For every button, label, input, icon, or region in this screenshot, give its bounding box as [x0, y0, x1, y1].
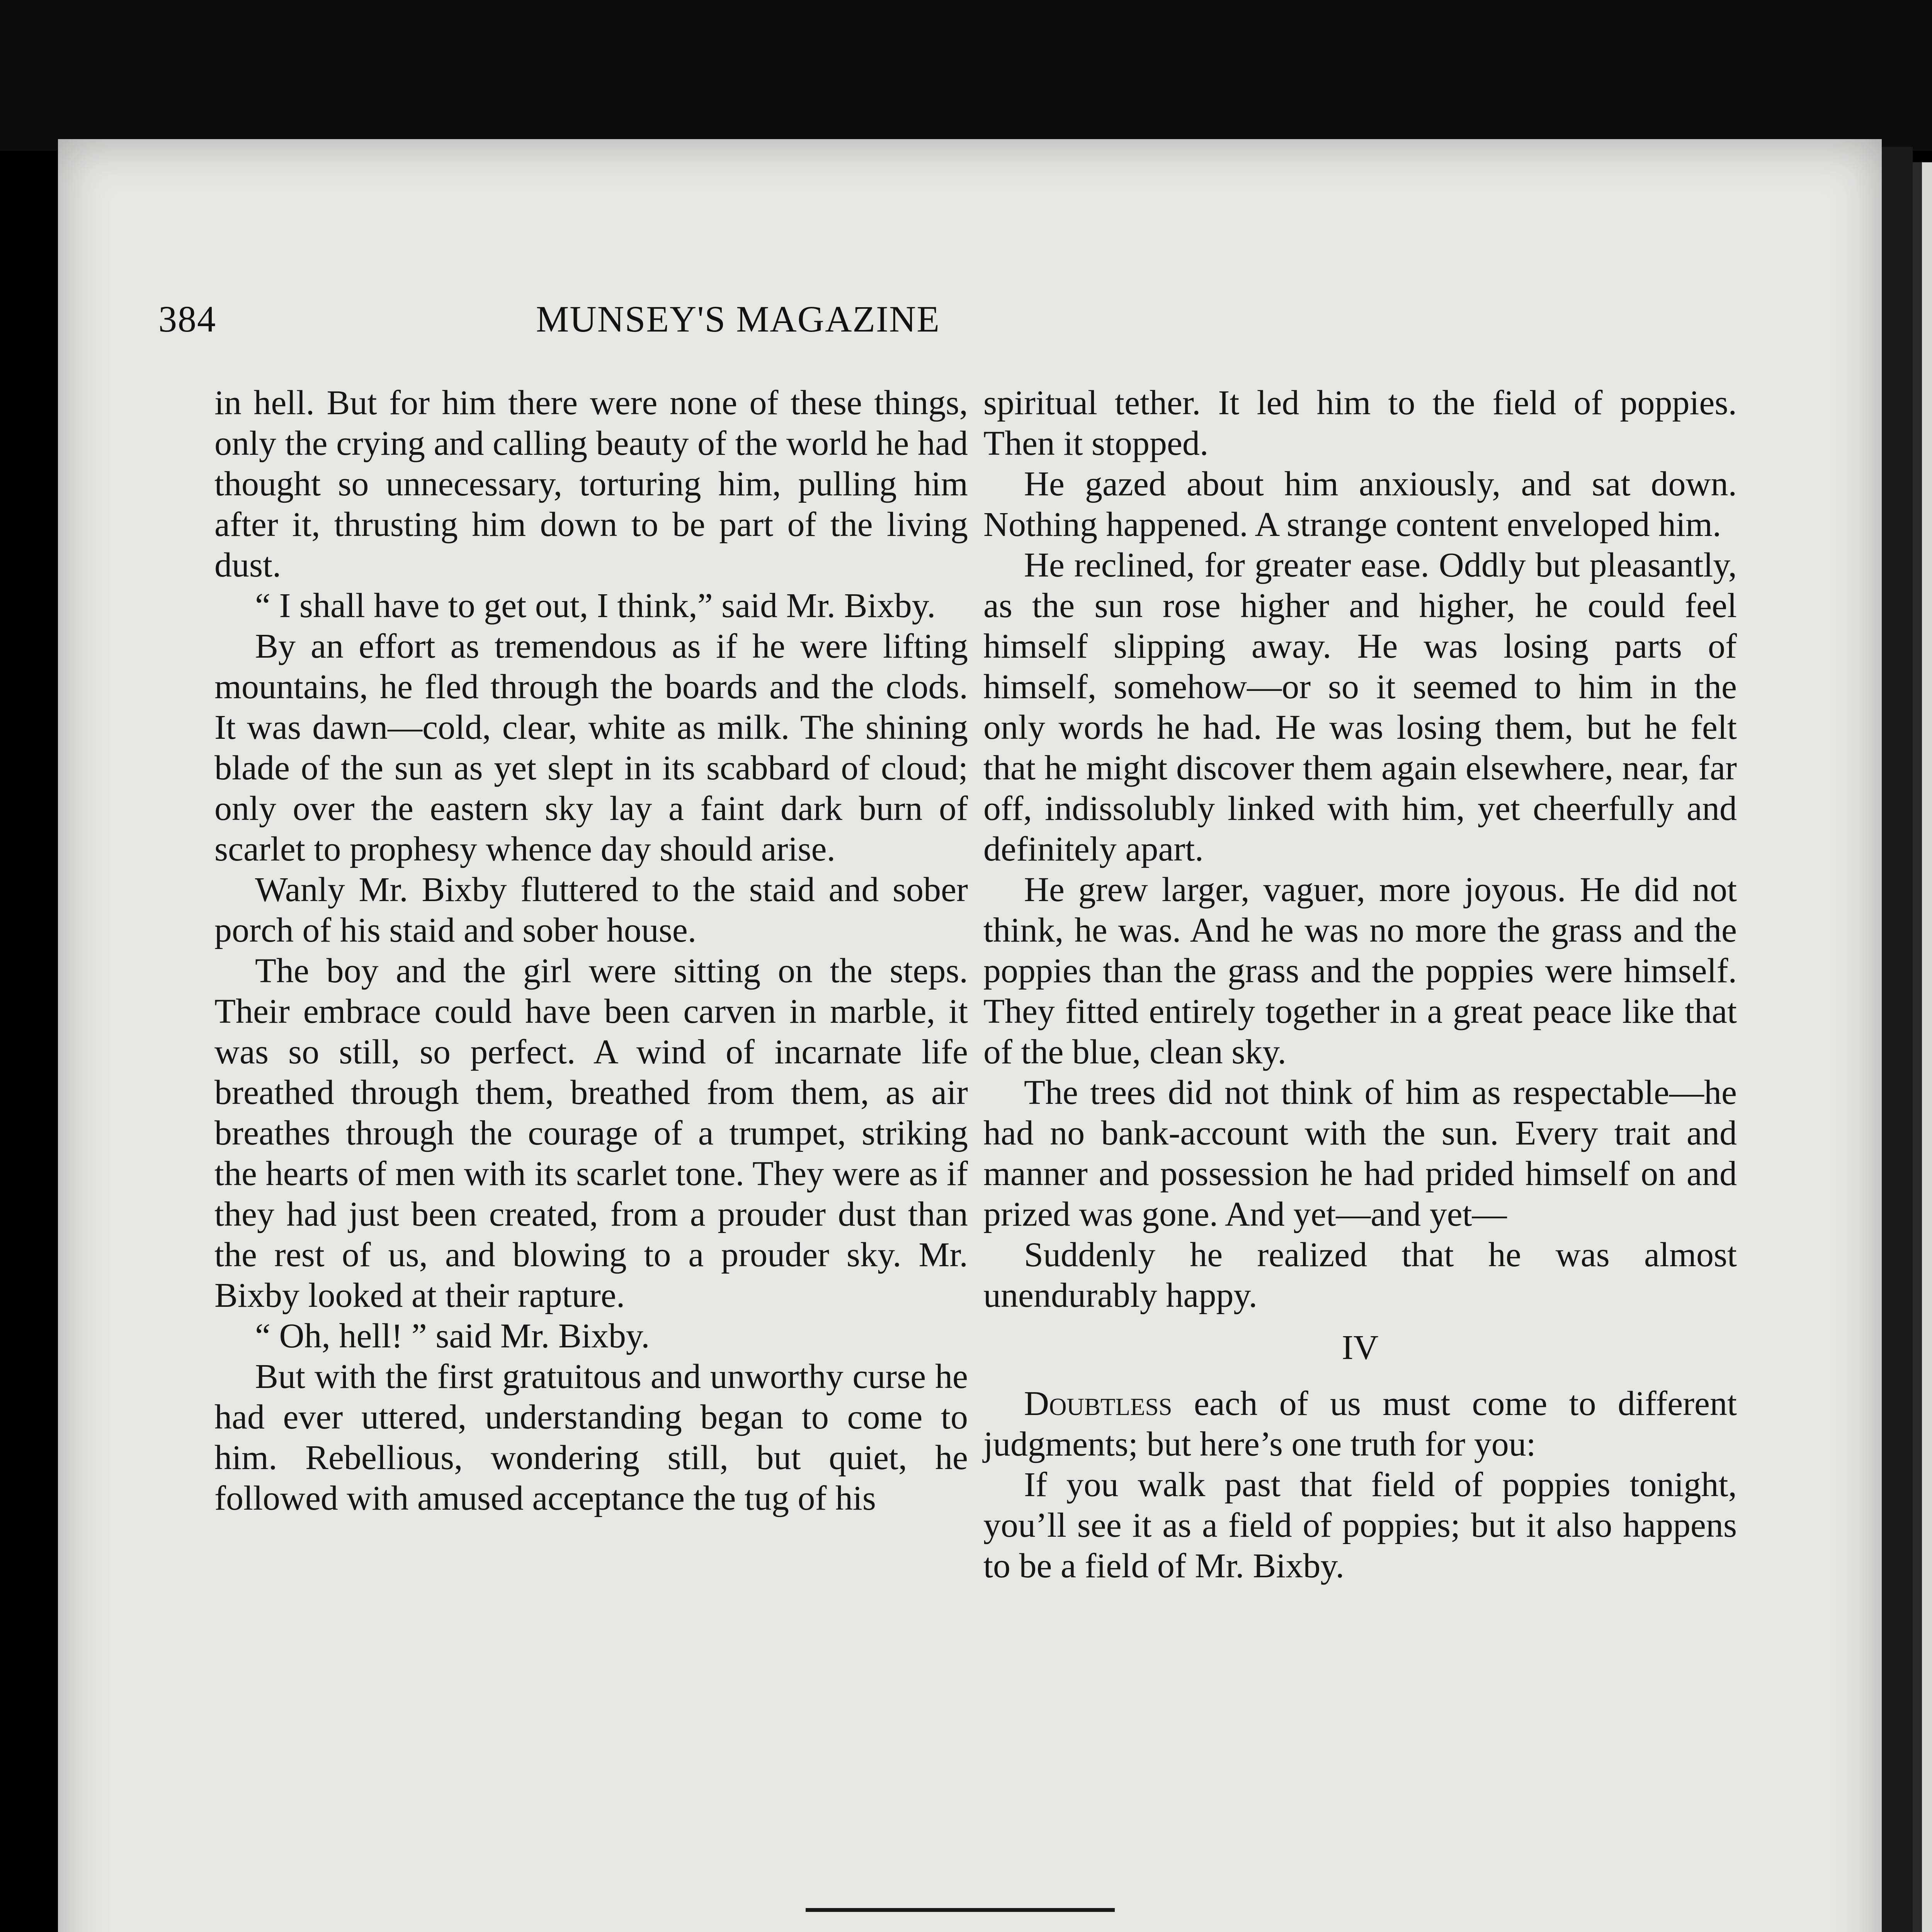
paragraph: If you walk past that field of poppies tonight, you’ll see it as a field of poppies; but it also happens to be a field of Mr. Bixby. [983, 1466, 1737, 1585]
paragraph: But with the first gratuitous and unworthy curse he had ever uttered, understanding began to come to him. Rebellious, wondering still, but quiet, he followed with amused acceptance the tug of his [214, 1357, 968, 1517]
paragraph: He grew larger, vaguer, more joyous. He did not think, he was. And he was no more the grass and the poppies than the grass and the poppies were himself. They fitted entirely together in a great peace like that of the blue, clean sky. [983, 871, 1737, 1071]
paragraph: Wanly Mr. Bixby fluttered to the staid and sober porch of his staid and sober house. [214, 871, 968, 949]
paragraph: in hell. But for him there were none of these things, only the crying and calling beauty of the world he had thought so unnecessary, torturing him, pulling him after it, thrusting him down to be part of the living dust. [214, 384, 968, 584]
paragraph: “ I shall have to get out, I think,” said Mr. Bixby. [255, 587, 936, 625]
page-number: 384 [158, 298, 216, 340]
adjacent-page-shadow [1913, 162, 1922, 1932]
book-gutter [1882, 147, 1913, 1932]
paragraph: The boy and the girl were sitting on the steps. Their embrace could have been carven in marble, it was so still, so perfect. A wind of incarnate life breathed through them, breathed from them, as air breathes through the courage of a trumpet, striking the hearts of men with its scarlet tone. They were as if they had just been created, from a prouder dust than the rest of us, and blowing to a prouder sky. Mr. Bixby looked at their rapture. [214, 952, 968, 1315]
paragraph: “ Oh, hell! ” said Mr. Bixby. [255, 1317, 650, 1355]
section-numeral: IV [1342, 1328, 1379, 1367]
paragraph [983, 1383, 1737, 1464]
paragraph: He reclined, for greater ease. Oddly but pleasantly, as the sun rose higher and higher, he could feel himself slipping away. He was losing parts of himself, somehow—or so it seemed to him in the only words he had. He was losing them, but he felt that he might discover them again elsewhere, near, far off, indissolubly linked with him, yet cheerfully and definitely apart. [983, 546, 1737, 868]
story-column-left [214, 383, 968, 1519]
drop-word: Doubtless [1024, 1384, 1172, 1423]
paragraph: Suddenly he realized that he was almost unendurably happy. [983, 1236, 1737, 1315]
story-column-right [983, 383, 1737, 1586]
paragraph: By an effort as tremendous as if he were lifting mountains, he fled through the boards and the clods. It was dawn—cold, clear, white as milk. The shining blade of the sun as yet slept in its scabbard of cloud; only over the eastern sky lay a faint dark burn of scarlet to prophesy whence day should arise. [214, 627, 968, 868]
paragraph-text: each of us must come to different judgments; but here’s one truth for you: [983, 1384, 1737, 1463]
section-divider-rule [806, 1908, 1115, 1912]
page-header [158, 298, 1202, 352]
running-head: MUNSEY'S MAGAZINE [536, 298, 940, 340]
paragraph: The trees did not think of him as respectable—he had no bank-account with the sun. Every trait and manner and possession he had prided himself on and prized was gone. And yet—and yet— [983, 1073, 1737, 1233]
paragraph: He gazed about him anxiously, and sat down. Nothing happened. A strange content enveloped him. [983, 465, 1737, 544]
scan-background-top [0, 0, 1932, 151]
paragraph: spiritual tether. It led him to the field of poppies. Then it stopped. [983, 384, 1737, 463]
